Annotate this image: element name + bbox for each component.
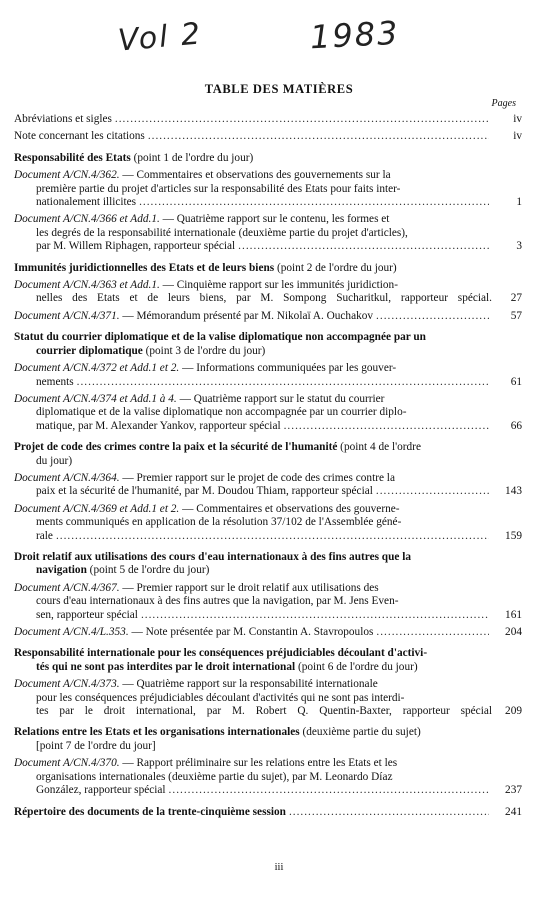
section-title: Responsabilité internationale pour les conséquences préjudiciables découlant d'activi- [14,647,428,660]
dot-leader [141,609,489,622]
section-heading [14,331,522,358]
toc-line-text: Note concernant les citations [14,130,145,143]
section-heading-line [14,551,522,564]
section-item-ref: [point 7 de l'ordre du jour] [36,739,156,752]
page-number: 66 [510,419,522,432]
page-number: 161 [505,608,522,621]
page-number: 57 [510,309,522,322]
dot-leader [148,130,489,143]
page-number: 241 [505,806,522,819]
toc-line-text: rale [36,529,53,542]
section-heading-continuation [14,564,522,577]
handwritten-volume-note: Vol 2 [116,16,204,59]
page-folio: iii [274,862,284,873]
pages-column-label: Pages [491,98,516,109]
final-title: Répertoire des documents de la trente-cinquième session [14,806,286,819]
toc-entry [14,503,522,543]
section-heading-continuation [14,661,522,674]
toc-section [14,262,522,324]
page-number: 204 [505,626,522,638]
section-heading [14,551,522,578]
dot-leader [376,485,489,498]
section-heading-line [14,441,522,454]
toc-section [14,441,522,543]
entry-text: — Cinquième rapport sur les immunités juridiction- [159,279,398,292]
toc-line-text: nationalement illicites [36,196,137,209]
document-symbol: Document A/CN.4/374 et Add.1 à 4. [14,392,177,405]
section-title: Relations entre les Etats et les organisations internationales [14,726,300,739]
entry-last-line [14,292,522,305]
front-matter-entry [14,130,522,143]
toc-entry [14,213,522,253]
entry-first-line [14,582,522,595]
section-title-cont: navigation [36,564,87,577]
section-title: Projet de code des crimes contre la paix et la sécurité de l'humanité [14,441,338,454]
toc-line-text [14,626,373,639]
entry-text: — Quatrième rapport sur la responsabilité internationale [119,678,378,691]
page-number: 159 [505,529,522,542]
dot-leader [77,376,489,389]
page-number: 61 [510,375,522,388]
section-title-cont: courrier diplomatique [36,344,143,357]
entry-text: — Rapport préliminaire sur les relations entre les Etats et les [119,757,398,770]
entry-last-line [14,530,522,543]
entry-first-line [14,503,522,516]
dot-leader [289,806,489,819]
section-item-ref: (deuxième partie du sujet) [299,726,421,739]
toc-section [14,551,522,639]
section-heading-continuation [14,345,522,358]
toc-section [14,331,522,433]
entry-line: diplomatique et de la valise diplomatique non accompagnée par un courrier diplo- [36,406,407,419]
entry-line: ments communiqués en application de la résolution 37/102 de l'Assemblée géné- [36,516,402,529]
toc-section [14,647,522,718]
dot-leader [238,240,489,253]
final-entry [14,806,522,819]
dot-leader [115,113,489,126]
toc-line-text: matique, par M. Alexander Yankov, rapporteur spécial [36,419,281,432]
section-heading-line [14,647,522,660]
entry-text: — Commentaires et observations des gouvernements sur la [119,169,391,182]
page-number: 27 [510,292,522,305]
section-item-ref: (point 6 de l'ordre du jour) [295,660,418,673]
page-title: TABLE DES MATIÈRES [204,82,354,96]
entry-last-line [14,196,522,209]
section-heading [14,647,522,674]
section-heading [14,441,522,468]
entry-text: — Quatrième rapport sur le contenu, les formes et [159,213,390,226]
document-symbol: Document A/CN.4/362. [14,169,120,182]
section-title: Droit relatif aux utilisations des cours d'eau internationaux à des fins autres que la [14,550,411,563]
section-title-cont: tés qui ne sont pas interdites par le droit international [36,660,296,673]
section-item-ref: (point 2 de l'ordre du jour) [274,261,397,274]
toc-entry [14,279,522,306]
entry-line: pour les conséquences préjudiciables découlant d'activités qui ne sont pas interdi- [36,691,405,704]
entry-last-line [14,240,522,253]
entry-first-line [14,472,522,485]
page-number: iv [513,113,522,125]
toc-line-text: Abréviations et sigles [14,113,112,125]
section-item-ref: du jour) [36,454,73,467]
section-heading [14,262,522,275]
document-symbol: Document A/CN.4/364. [14,471,120,484]
section-item-ref: (point 1 de l'ordre du jour) [130,151,254,164]
section-title: Statut du courrier diplomatique et de la valise diplomatique non accompagnée par un [14,331,426,344]
entry-text: — Commentaires et observations des gouverne- [179,502,400,515]
front-matter-entry [14,113,522,126]
dot-leader [284,420,489,433]
dot-leader [376,626,489,639]
entry-line: cours d'eau internationaux à des fins autres que la navigation, par M. Jens Even- [36,595,399,608]
document-symbol: Document A/CN.4/373. [14,678,120,691]
section-item-ref: (point 4 de l'ordre [337,441,421,454]
page-number: iv [513,130,522,143]
toc-line-text: González, rapporteur spécial [36,784,166,797]
entry-last-line [14,376,522,389]
section-heading-line [14,152,522,165]
entry-line: organisations internationales (deuxième partie du sujet), par M. Leonardo Díaz [36,770,393,783]
entry-first-line [14,678,522,691]
section-heading-continuation [14,740,522,753]
entry-line: les degrés de la responsabilité internationale (deuxième partie du projet d'articles), [36,226,408,239]
toc-entry [14,757,522,797]
toc-entry [14,626,522,639]
section-item-ref: (point 5 de l'ordre du jour) [86,564,210,577]
entry-line: première partie du projet d'articles sur la responsabilité des Etats pour faits inter- [36,182,401,195]
entry-last-line [14,784,522,797]
document-symbol: Document A/CN.4/367. [14,581,120,594]
entry-text: — Informations communiquées par les gouver- [179,362,397,375]
document-symbol: Document A/CN.4/371. [14,309,120,322]
entry-first-line [14,169,522,182]
toc-section [14,152,522,254]
toc-entry [14,393,522,433]
entry-text: — Premier rapport sur le droit relatif aux utilisations des [119,581,379,594]
toc-line-text: par M. Willem Riphagen, rapporteur spécial [36,240,236,253]
entry-text: tes par le droit international, par M. Robert Q. Quentin-Baxter, rapporteur spécial [36,705,492,718]
document-symbol: Document A/CN.4/370. [14,757,120,770]
page-number: 3 [516,240,522,253]
entry-text: — Premier rapport sur le projet de code des crimes contre la [119,471,395,484]
toc-line-text [14,310,373,323]
document-symbol: Document A/CN.4/372 et Add.1 et 2. [14,362,180,375]
dot-leader [169,784,489,797]
handwritten-year-note: 1983 [309,13,401,57]
dot-leader [139,196,489,209]
toc-entry [14,169,522,209]
section-heading [14,152,522,165]
entry-text: — Quatrième rapport sur le statut du courrier [176,392,385,405]
dot-leader [376,310,489,323]
entry-last-line [14,485,522,498]
page-number: 1 [516,196,522,209]
section-heading-line [14,726,522,739]
document-symbol: Document A/CN.4/L.353. [14,626,129,638]
entry-text: nelles des Etats et de leurs biens, par M. Sompong Sucharitkul, rapporteur spécial. [36,292,492,305]
section-title: Immunités juridictionnelles des Etats et de leurs biens [14,261,275,274]
entry-first-line [14,393,522,406]
toc-line-text: paix et la sécurité de l'humanité, par M. Doudou Thiam, rapporteur spécial [36,485,373,498]
entry-last-line [14,420,522,433]
entry-text: — Mémorandum présenté par M. Nikolaï A. Ouchakov [119,309,374,322]
toc-entry [14,362,522,389]
entry-first-line [14,757,522,770]
toc-entry [14,678,522,718]
table-of-contents [14,113,522,820]
section-item-ref: (point 3 de l'ordre du jour) [142,344,266,357]
entry-first-line [14,362,522,375]
entry-first-line [14,279,522,292]
dot-leader [56,530,489,543]
toc-entry [14,310,522,323]
page-number: 237 [505,784,522,797]
section-heading-continuation [14,455,522,468]
section-title: Responsabilité des Etats [14,151,131,164]
entry-text: — Note présentée par M. Constantin A. Stavropoulos [128,626,374,638]
toc-line-text: nements [36,375,74,388]
entry-last-line [14,609,522,622]
toc-line-text [14,806,286,819]
document-symbol: Document A/CN.4/369 et Add.1 et 2. [14,502,180,515]
section-heading-line [14,331,522,344]
toc-line-text: sen, rapporteur spécial [36,608,138,621]
section-heading-line [14,262,522,275]
page-number: 143 [505,485,522,498]
toc-entry [14,582,522,622]
section-heading [14,726,522,753]
toc-section [14,726,522,797]
page-number: 209 [505,705,522,718]
entry-last-line [14,705,522,718]
entry-first-line [14,213,522,226]
document-symbol: Document A/CN.4/363 et Add.1. [14,279,160,292]
document-symbol: Document A/CN.4/366 et Add.1. [14,213,160,226]
toc-entry [14,472,522,499]
